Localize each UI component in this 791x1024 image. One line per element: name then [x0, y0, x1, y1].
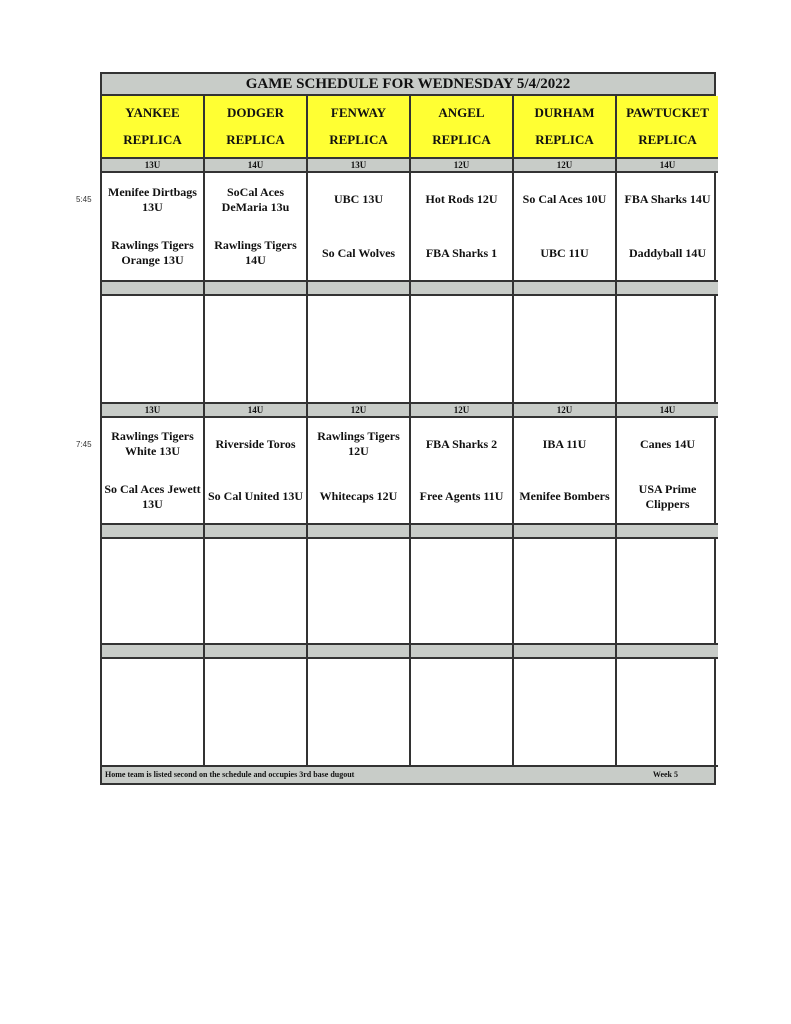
venue-name: PAWTUCKET — [626, 105, 709, 121]
separator-cell — [514, 645, 617, 659]
separator-cell — [617, 282, 718, 296]
home-team: Whitecaps 12U — [319, 489, 398, 504]
age-division: 13U — [308, 159, 411, 173]
home-team: UBC 11U — [540, 245, 589, 260]
home-team: FBA Sharks 1 — [425, 245, 498, 260]
separator-cell — [205, 645, 308, 659]
schedule-footer — [102, 765, 714, 783]
time-label-1: 5:45 — [76, 195, 92, 204]
venue-subtitle: REPLICA — [329, 131, 388, 147]
separator-cell — [102, 645, 205, 659]
age-row — [102, 404, 714, 418]
separator-cell — [411, 645, 514, 659]
game-row — [102, 173, 714, 282]
schedule-sheet — [100, 72, 716, 785]
empty-cell — [102, 539, 205, 645]
venue-header — [411, 96, 514, 159]
game-cell — [411, 173, 514, 282]
age-division: 14U — [205, 404, 308, 418]
empty-cell — [617, 539, 718, 645]
away-team: Canes 14U — [639, 436, 695, 451]
footer-note: Home team is listed second on the schedule and occupies 3rd base dugout — [105, 770, 355, 779]
venue-header — [205, 96, 308, 159]
away-team: FBA Sharks 14U — [624, 192, 711, 207]
venue-name: YANKEE — [125, 105, 180, 121]
age-row — [102, 159, 714, 173]
venue-header — [102, 96, 205, 159]
home-team: So Cal Wolves — [321, 245, 396, 260]
age-division: 12U — [411, 404, 514, 418]
empty-cell — [308, 539, 411, 645]
game-cell — [411, 418, 514, 525]
home-team: Menifee Bombers — [519, 489, 610, 504]
separator-row — [102, 645, 714, 659]
venue-name: ANGEL — [438, 105, 485, 121]
game-cell — [308, 173, 411, 282]
venue-header — [617, 96, 718, 159]
empty-cell — [617, 296, 718, 404]
home-team: Daddyball 14U — [628, 245, 707, 260]
venue-subtitle: REPLICA — [123, 131, 182, 147]
empty-cell — [205, 659, 308, 767]
venue-subtitle: REPLICA — [638, 131, 697, 147]
time-label-2: 7:45 — [76, 440, 92, 449]
week-label: Week 5 — [652, 770, 678, 779]
game-cell — [514, 418, 617, 525]
empty-cell — [514, 539, 617, 645]
home-team: So Cal United 13U — [207, 489, 303, 504]
away-team: FBA Sharks 2 — [425, 436, 498, 451]
empty-cell — [308, 296, 411, 404]
age-division: 14U — [617, 404, 718, 418]
empty-cell — [102, 659, 205, 767]
home-team: Rawlings Tigers Orange 13U — [111, 238, 194, 268]
separator-cell — [514, 525, 617, 539]
age-division: 12U — [411, 159, 514, 173]
age-division: 14U — [617, 159, 718, 173]
separator-cell — [308, 525, 411, 539]
schedule-title: GAME SCHEDULE FOR WEDNESDAY 5/4/2022 — [102, 74, 714, 96]
away-team: Menifee Dirtbags 13U — [108, 184, 197, 214]
empty-cell — [617, 659, 718, 767]
age-division: 13U — [102, 404, 205, 418]
game-row — [102, 418, 714, 525]
empty-cell — [411, 296, 514, 404]
separator-cell — [102, 282, 205, 296]
separator-cell — [102, 525, 205, 539]
away-team: Hot Rods 12U — [425, 192, 498, 207]
empty-cell — [514, 659, 617, 767]
age-division: 12U — [514, 159, 617, 173]
separator-cell — [308, 282, 411, 296]
age-division: 12U — [308, 404, 411, 418]
empty-row — [102, 539, 714, 645]
separator-cell — [514, 282, 617, 296]
separator-cell — [205, 282, 308, 296]
age-division: 13U — [102, 159, 205, 173]
separator-cell — [205, 525, 308, 539]
game-cell — [514, 173, 617, 282]
separator-cell — [308, 645, 411, 659]
empty-cell — [102, 296, 205, 404]
home-team: So Cal Aces Jewett 13U — [104, 481, 201, 511]
venue-header-row — [102, 96, 714, 159]
game-cell — [102, 173, 205, 282]
venue-name: DURHAM — [534, 105, 595, 121]
age-division: 14U — [205, 159, 308, 173]
empty-cell — [205, 296, 308, 404]
empty-cell — [411, 659, 514, 767]
venue-subtitle: REPLICA — [432, 131, 491, 147]
empty-row — [102, 296, 714, 404]
home-team: Free Agents 11U — [419, 489, 504, 504]
empty-cell — [514, 296, 617, 404]
separator-cell — [617, 645, 718, 659]
game-cell — [617, 173, 718, 282]
home-team: USA Prime Clippers — [638, 481, 697, 511]
away-team: Rawlings Tigers White 13U — [111, 429, 194, 459]
home-team: Rawlings Tigers 14U — [214, 238, 297, 268]
away-team: IBA 11U — [542, 436, 587, 451]
venue-subtitle: REPLICA — [535, 131, 594, 147]
separator-cell — [411, 525, 514, 539]
away-team: SoCal Aces DeMaria 13u — [221, 184, 290, 214]
empty-cell — [205, 539, 308, 645]
separator-row — [102, 525, 714, 539]
separator-cell — [411, 282, 514, 296]
game-cell — [617, 418, 718, 525]
game-cell — [205, 418, 308, 525]
separator-cell — [617, 525, 718, 539]
venue-header — [308, 96, 411, 159]
game-cell — [102, 418, 205, 525]
separator-row — [102, 282, 714, 296]
venue-subtitle: REPLICA — [226, 131, 285, 147]
away-team: UBC 13U — [333, 192, 383, 207]
empty-row — [102, 659, 714, 767]
venue-name: DODGER — [226, 105, 285, 121]
age-division: 12U — [514, 404, 617, 418]
venue-header — [514, 96, 617, 159]
game-cell — [205, 173, 308, 282]
empty-cell — [308, 659, 411, 767]
game-cell — [308, 418, 411, 525]
away-team: So Cal Aces 10U — [522, 192, 607, 207]
away-team: Riverside Toros — [215, 436, 296, 451]
empty-cell — [411, 539, 514, 645]
away-team: Rawlings Tigers 12U — [317, 429, 400, 459]
venue-name: FENWAY — [330, 105, 387, 121]
